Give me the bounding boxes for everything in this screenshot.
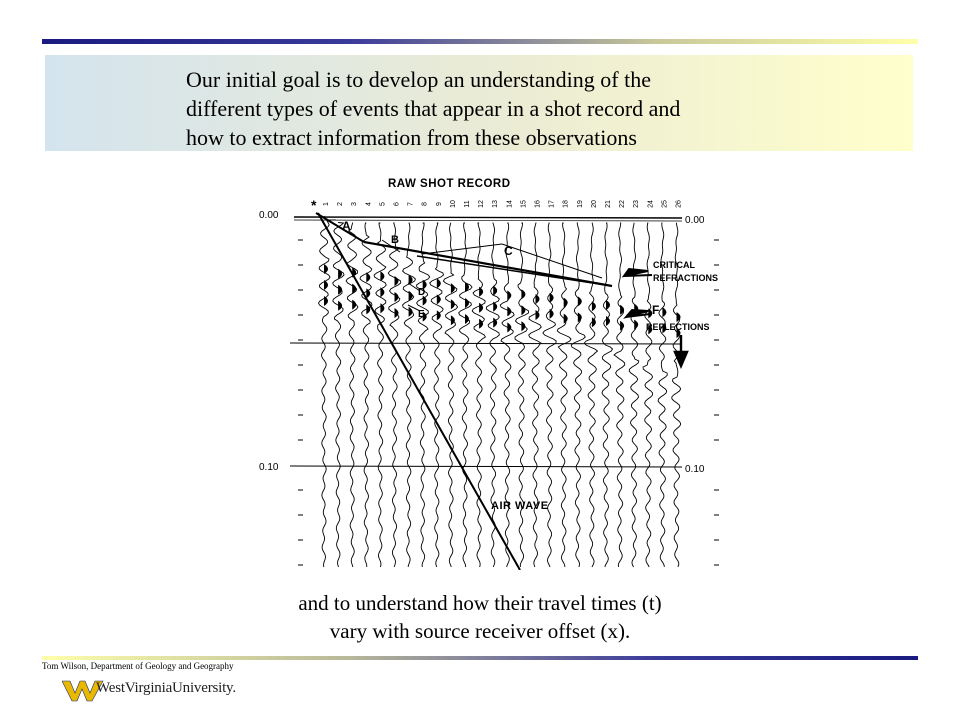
- wvu-logo-text: WestVirginiaUniversity.: [96, 680, 236, 696]
- trace-number: 14: [506, 200, 514, 208]
- trace-fill-lobe: [352, 284, 356, 294]
- seismic-trace: [515, 223, 529, 567]
- trace-number: 8: [421, 202, 429, 206]
- event-label-f: F: [652, 303, 660, 317]
- trace-number: 24: [647, 200, 655, 208]
- seismic-trace: [430, 223, 444, 567]
- trace-fill-lobe: [465, 298, 469, 308]
- header-line-2: different types of events that appear in a shot record and: [186, 96, 681, 121]
- trace-fill-lobe: [437, 278, 441, 288]
- air-wave-label: AIR WAVE: [491, 500, 549, 512]
- trace-fill-lobe: [521, 289, 525, 299]
- header-text: [186, 65, 886, 152]
- trace-fill-lobe: [395, 276, 399, 286]
- event-label-d: D: [418, 287, 426, 298]
- trace-fill-lobe: [592, 301, 596, 311]
- time-label-top-left: 0.00: [259, 210, 279, 221]
- figure-title: RAW SHOT RECORD: [388, 178, 511, 190]
- critical-label-1: CRITICAL: [653, 260, 695, 270]
- reflections-label: REFLECTIONS: [646, 322, 710, 332]
- trace-fill-lobe: [395, 292, 399, 302]
- zero-time-line-2: [294, 220, 682, 221]
- leader-c-2: [502, 244, 602, 278]
- caption-line-1: and to understand how their travel times (t): [298, 591, 662, 615]
- trace-number: 9: [435, 202, 443, 206]
- event-label-a: A: [342, 219, 351, 233]
- trace-number: 18: [562, 200, 570, 208]
- trace-fill-lobe: [507, 306, 511, 316]
- trace-fill-lobe: [324, 296, 328, 306]
- trace-fill-lobe: [352, 300, 356, 310]
- trace-number: 15: [520, 200, 528, 208]
- trace-number: 19: [576, 200, 584, 208]
- trace-fill-lobe: [578, 296, 582, 306]
- refraction-line-b: [364, 242, 612, 286]
- trace-fill-lobe: [451, 315, 455, 325]
- trace-fill-lobe: [634, 320, 638, 330]
- trace-number-row: [323, 200, 683, 208]
- trace-fill-lobe: [479, 287, 483, 297]
- footer-credit: Tom Wilson, Department of Geology and Geography: [42, 661, 234, 671]
- time-label-top-right: 0.00: [685, 215, 705, 226]
- trace-fill-lobe: [409, 307, 413, 317]
- trace-fill-lobe: [507, 290, 511, 300]
- reflections-arrow: [626, 310, 650, 317]
- trace-fill-lobe: [550, 309, 554, 319]
- trace-number: 25: [661, 200, 669, 208]
- timing-line-low: [290, 466, 682, 467]
- trace-fill-lobe: [493, 318, 497, 328]
- trace-number: 1: [323, 202, 330, 206]
- trace-fill-lobe: [536, 294, 540, 304]
- trace-fill-lobe: [521, 321, 525, 331]
- trace-number: 12: [478, 200, 486, 208]
- event-label-b: B: [391, 234, 399, 246]
- trace-number: 3: [351, 202, 359, 206]
- trace-fill-lobe: [479, 319, 483, 329]
- trace-number: 23: [633, 200, 641, 208]
- trace-number: 2: [337, 202, 345, 206]
- seismic-trace: [614, 223, 625, 567]
- trace-fill-lobe: [564, 298, 568, 308]
- trace-number: 17: [548, 200, 556, 208]
- zero-time-line: [294, 217, 682, 218]
- trace-fill-lobe: [592, 317, 596, 327]
- caption: [180, 589, 780, 645]
- seismic-trace: [443, 223, 457, 567]
- shot-record-figure: [232, 168, 732, 570]
- trace-fill-lobe: [606, 316, 610, 326]
- trace-fill-lobe: [437, 294, 441, 304]
- seismic-trace: [459, 223, 472, 567]
- seismic-trace: [403, 223, 416, 567]
- trace-number: 10: [449, 200, 457, 208]
- caption-line-2: vary with source receiver offset (x).: [329, 619, 631, 643]
- time-label-mid-right: 0.10: [685, 464, 705, 475]
- shot-marker: *: [311, 197, 317, 213]
- trace-number: 16: [534, 200, 542, 208]
- trace-fill-lobe: [395, 308, 399, 318]
- seismic-trace: [360, 223, 372, 567]
- critical-label-2: REFRACTIONS: [653, 273, 718, 283]
- trace-fill-lobe: [606, 300, 610, 310]
- trace-fill-lobe: [620, 321, 624, 331]
- trace-fill-lobe: [493, 302, 497, 312]
- trace-number: 22: [619, 200, 627, 208]
- trace-fill-lobe: [380, 271, 384, 281]
- trace-fill-lobe: [380, 287, 384, 297]
- timing-line-mid: [290, 343, 682, 344]
- seismic-trace: [602, 223, 613, 567]
- header-line-3: how to extract information from these observations: [186, 125, 637, 150]
- trace-number: 7: [407, 202, 415, 206]
- time-label-mid-left: 0.10: [259, 462, 279, 473]
- seismic-trace: [417, 223, 430, 567]
- seismic-trace: [571, 223, 585, 567]
- event-label-c: C: [504, 244, 513, 258]
- trace-number: 6: [393, 202, 401, 206]
- trace-fill-lobe: [465, 314, 469, 324]
- trace-fill-lobe: [324, 280, 328, 290]
- bottom-divider: [42, 656, 918, 660]
- trace-number: 26: [675, 200, 683, 208]
- seismic-trace: [557, 223, 571, 567]
- trace-number: 21: [605, 200, 612, 208]
- trace-fill-lobe: [366, 272, 370, 282]
- trace-fill-lobe: [578, 312, 582, 322]
- trace-fill-lobe: [324, 264, 328, 274]
- trace-fill-lobe: [564, 314, 568, 324]
- trace-fill-lobe: [507, 322, 511, 332]
- trace-fill-lobe: [493, 286, 497, 296]
- trace-fill-lobe: [536, 310, 540, 320]
- trace-number: 11: [464, 200, 471, 208]
- seismic-trace: [500, 223, 514, 567]
- leader-c: [422, 244, 502, 254]
- event-label-e: E: [418, 309, 425, 320]
- seismic-trace: [374, 223, 386, 567]
- trace-number: 4: [365, 202, 373, 206]
- trace-number: 5: [379, 202, 387, 206]
- seismic-trace: [472, 223, 485, 567]
- trace-number: 20: [590, 200, 598, 208]
- trace-fill-lobe: [338, 301, 342, 311]
- top-divider: [42, 39, 918, 44]
- header-line-1: Our initial goal is to develop an understanding of the: [186, 67, 651, 92]
- trace-number: 13: [492, 200, 500, 208]
- trace-fill-lobe: [521, 305, 525, 315]
- trace-fill-lobe: [451, 299, 455, 309]
- trace-fill-lobe: [662, 307, 666, 317]
- trace-fill-lobe: [550, 293, 554, 303]
- seismic-trace: [388, 223, 400, 567]
